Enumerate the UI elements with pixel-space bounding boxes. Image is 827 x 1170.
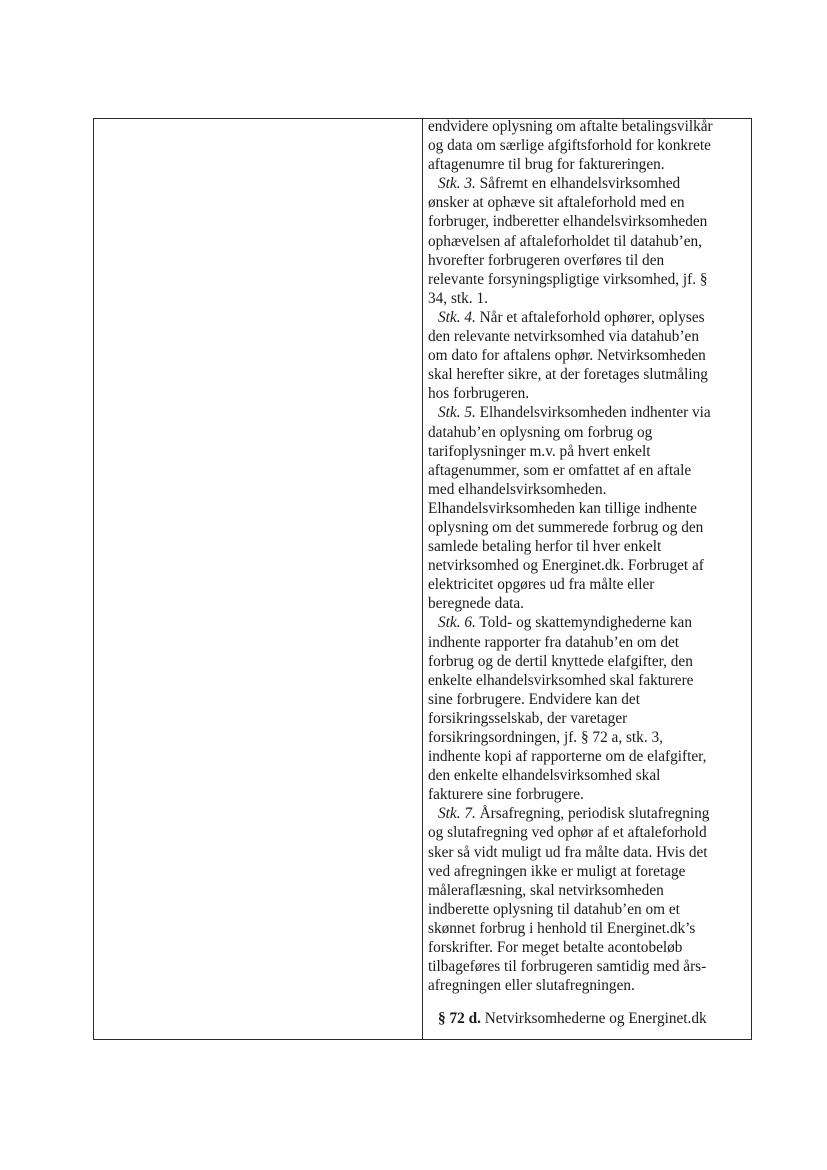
line-text: Årsafregning, periodisk slutafregning	[475, 805, 710, 823]
line-text: netvirksomhed og Energinet.dk. Forbruget af	[428, 557, 704, 575]
left-column-cell	[94, 119, 421, 1039]
text-line	[428, 823, 750, 842]
text-line	[428, 193, 750, 212]
line-text: afregningen eller slutafregningen.	[428, 977, 635, 995]
line-text: beregnede data.	[428, 595, 524, 613]
stk-paragraph-start	[428, 613, 750, 632]
text-line	[428, 212, 750, 231]
line-text: forbrug og de dertil knyttede elafgifter, den	[428, 652, 693, 670]
line-text: Told- og skattemyndighederne kan	[475, 614, 692, 632]
text-line	[428, 442, 750, 461]
text-line	[428, 346, 750, 365]
line-text: Elhandelsvirksomheden indhenter via	[475, 404, 711, 422]
line-text: skønnet forbrug i henhold til Energinet.dk’s	[428, 919, 696, 937]
line-text: og data om særlige afgiftsforhold for konkrete	[428, 137, 711, 155]
column-divider	[422, 118, 423, 1040]
text-line	[428, 709, 750, 728]
text-line	[428, 652, 750, 671]
line-text: oplysning om det summerede forbrug og den	[428, 518, 704, 536]
line-text: indhente kopi af rapporterne om de elafgifter,	[428, 748, 707, 766]
line-text: den enkelte elhandelsvirksomhed skal	[428, 767, 661, 785]
text-line	[428, 518, 750, 537]
line-text: tarifoplysninger m.v. på hvert enkelt	[428, 442, 651, 460]
line-text: aftagenummer, som er omfattet af en aftale	[428, 461, 692, 479]
line-text: indberette oplysning til datahub’en om et	[428, 900, 680, 918]
line-text: samlede betaling herfor til hver enkelt	[428, 538, 662, 556]
text-line	[428, 365, 750, 384]
text-line	[428, 843, 750, 862]
line-text: ved afregningen ikke er muligt at foretage	[428, 862, 686, 880]
line-text: sker så vidt muligt ud fra målte data. Hvis det	[428, 843, 708, 861]
text-line	[428, 690, 750, 709]
text-line	[428, 957, 750, 976]
line-text: elektricitet opgøres ud fra målte eller	[428, 576, 655, 594]
text-line	[428, 251, 750, 270]
text-line	[428, 633, 750, 652]
line-text: enkelte elhandelsvirksomhed skal fakturere	[428, 671, 694, 689]
text-line	[428, 556, 750, 575]
text-line	[428, 938, 750, 957]
stk-label: Stk. 5.	[438, 404, 476, 422]
text-line	[428, 461, 750, 480]
section-72d-start	[428, 1009, 750, 1028]
paragraph-gap	[428, 995, 750, 1009]
text-line	[428, 671, 750, 690]
line-text: relevante forsyningspligtige virksomhed, jf. §	[428, 270, 708, 288]
line-text: måleraflæsning, skal netvirksomheden	[428, 881, 664, 899]
stk-label: Stk. 6.	[438, 614, 476, 632]
text-line	[428, 919, 750, 938]
line-text: aftagenumre til brug for faktureringen.	[428, 156, 665, 174]
text-line	[428, 270, 750, 289]
line-text: og slutafregning ved ophør af et aftaleforhold	[428, 824, 707, 842]
line-text: forskrifter. For meget betalte acontobeløb	[428, 939, 683, 957]
line-text: skal herefter sikre, at der foretages slutmåling	[428, 366, 708, 384]
line-text: endvidere oplysning om aftalte betalingsvilkår	[428, 118, 713, 135]
text-line	[428, 900, 750, 919]
line-text: ophævelsen af aftaleforholdet til datahub’en,	[428, 232, 702, 250]
line-text: den relevante netvirksomhed via datahub’en	[428, 328, 699, 346]
text-line	[428, 537, 750, 556]
text-line	[428, 499, 750, 518]
line-text: forsikringsordningen, jf. § 72 a, stk. 3,	[428, 729, 663, 746]
line-text: tilbageføres til forbrugeren samtidig med års-	[428, 958, 707, 976]
line-text: Såfremt en elhandelsvirksomhed	[475, 175, 681, 193]
line-text: om dato for aftalens ophør. Netvirksomheden	[428, 347, 706, 365]
text-line	[428, 384, 750, 403]
line-text: hvorefter forbrugeren overføres til den	[428, 251, 665, 269]
line-text: Når et aftaleforhold ophører, oplyses	[475, 308, 705, 326]
text-line	[428, 747, 750, 766]
section-heading: § 72 d.	[438, 1010, 481, 1028]
text-line	[428, 232, 750, 251]
stk-paragraph-start	[428, 804, 750, 823]
line-text: med elhandelsvirksomheden.	[428, 480, 607, 498]
line-text: forbruger, indberetter elhandelsvirksomheden	[428, 213, 708, 231]
text-line	[428, 728, 750, 747]
line-text: 34, stk. 1.	[428, 289, 488, 307]
text-line	[428, 289, 750, 308]
text-line	[428, 862, 750, 881]
section-text: Netvirksomhederne og Energinet.dk	[480, 1010, 707, 1028]
text-line	[428, 327, 750, 346]
stk-paragraph-start	[428, 403, 750, 422]
line-text: datahub’en oplysning om forbrug og	[428, 423, 653, 441]
text-line	[428, 785, 750, 804]
line-text: fakturere sine forbrugere.	[428, 786, 584, 804]
line-text: ønsker at ophæve sit aftaleforhold med en	[428, 194, 685, 212]
stk-paragraph-start	[428, 308, 750, 327]
line-text: hos forbrugeren.	[428, 385, 530, 403]
text-line	[428, 976, 750, 995]
stk-paragraph-start	[428, 174, 750, 193]
text-line	[428, 423, 750, 442]
line-text: Elhandelsvirksomheden kan tillige indhente	[428, 499, 697, 517]
text-line	[428, 155, 750, 174]
text-line	[428, 594, 750, 613]
line-text: sine forbrugere. Endvidere kan det	[428, 690, 640, 708]
text-line	[428, 136, 750, 155]
text-line	[428, 117, 750, 136]
text-line	[428, 575, 750, 594]
text-line	[428, 480, 750, 499]
line-text: forsikringsselskab, der varetager	[428, 709, 628, 727]
right-column-cell	[428, 117, 750, 1028]
text-line	[428, 766, 750, 785]
line-text: indhente rapporter fra datahub’en om det	[428, 633, 680, 651]
stk-label: Stk. 3.	[438, 175, 476, 193]
stk-label: Stk. 4.	[438, 308, 476, 326]
stk-label: Stk. 7.	[438, 805, 476, 823]
text-line	[428, 881, 750, 900]
